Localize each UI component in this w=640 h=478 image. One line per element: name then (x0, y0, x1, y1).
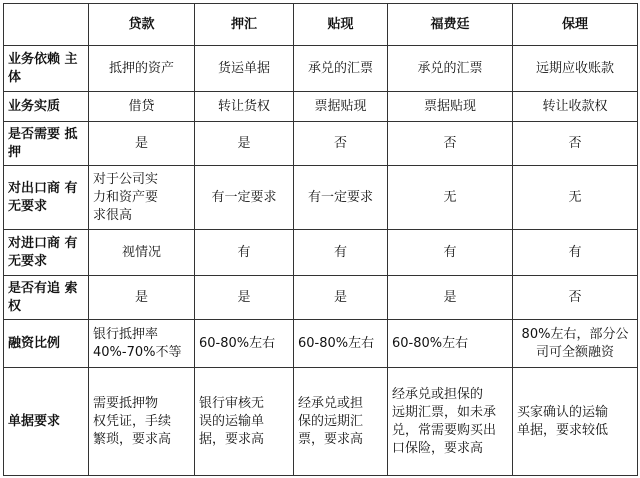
column-header-bill-advance: 押汇 (195, 4, 294, 46)
table-cell: 有一定要求 (195, 166, 294, 230)
table-cell: 借贷 (89, 92, 195, 122)
table-cell: 60-80%左右 (294, 320, 388, 368)
table-cell: 银行审核无 误的运输单 据，要求高 (195, 368, 294, 476)
table-cell: 80%左右，部分公 司可全额融资 (513, 320, 638, 368)
comparison-table (3, 3, 638, 476)
table-row (4, 230, 638, 276)
table-cell: 远期应收账款 (513, 46, 638, 92)
table-cell: 买家确认的运输 单据，要求较低 (513, 368, 638, 476)
row-header: 是否需要 抵押 (4, 122, 89, 166)
table-cell: 有 (195, 230, 294, 276)
table-cell: 是 (89, 276, 195, 320)
column-header-loan: 贷款 (89, 4, 195, 46)
table-cell: 转让收款权 (513, 92, 638, 122)
row-header: 业务实质 (4, 92, 89, 122)
table-cell: 无 (513, 166, 638, 230)
table-cell: 对于公司实 力和资产要 求很高 (89, 166, 195, 230)
table-cell: 否 (513, 276, 638, 320)
row-header: 单据要求 (4, 368, 89, 476)
table-cell: 60-80%左右 (388, 320, 513, 368)
table-cell: 票据贴现 (388, 92, 513, 122)
table-cell: 是 (294, 276, 388, 320)
table-cell: 是 (195, 276, 294, 320)
table-cell: 有 (388, 230, 513, 276)
column-header-factoring: 保理 (513, 4, 638, 46)
table-cell: 无 (388, 166, 513, 230)
table-cell: 票据贴现 (294, 92, 388, 122)
column-header-discount: 贴现 (294, 4, 388, 46)
table-cell: 视情况 (89, 230, 195, 276)
table-cell: 转让货权 (195, 92, 294, 122)
table-row (4, 122, 638, 166)
header-row (4, 4, 638, 46)
table-cell: 经承兑或担保的 远期汇票，如未承 兑，常需要购买出 口保险，要求高 (388, 368, 513, 476)
table-cell: 经承兑或担 保的远期汇 票，要求高 (294, 368, 388, 476)
table-row (4, 320, 638, 368)
table-row (4, 166, 638, 230)
table-cell: 有 (513, 230, 638, 276)
table-row (4, 92, 638, 122)
table-cell: 承兑的汇票 (388, 46, 513, 92)
row-header: 融资比例 (4, 320, 89, 368)
table-cell: 否 (513, 122, 638, 166)
table-cell: 货运单据 (195, 46, 294, 92)
table-cell: 银行抵押率 40%-70%不等 (89, 320, 195, 368)
row-header: 对出口商 有无要求 (4, 166, 89, 230)
table-cell: 是 (195, 122, 294, 166)
table-cell: 是 (388, 276, 513, 320)
table-cell: 否 (388, 122, 513, 166)
row-header: 是否有追 索权 (4, 276, 89, 320)
table-cell: 承兑的汇票 (294, 46, 388, 92)
row-header: 业务依赖 主体 (4, 46, 89, 92)
table-cell: 有一定要求 (294, 166, 388, 230)
table-cell: 抵押的资产 (89, 46, 195, 92)
table-cell: 否 (294, 122, 388, 166)
corner-cell (4, 4, 89, 46)
table-row (4, 46, 638, 92)
table-row (4, 368, 638, 476)
row-header: 对进口商 有无要求 (4, 230, 89, 276)
table-cell: 需要抵押物 权凭证，手续 繁琐，要求高 (89, 368, 195, 476)
column-header-forfaiting: 福费廷 (388, 4, 513, 46)
table-cell: 是 (89, 122, 195, 166)
table-cell: 有 (294, 230, 388, 276)
table-cell: 60-80%左右 (195, 320, 294, 368)
table-row (4, 276, 638, 320)
